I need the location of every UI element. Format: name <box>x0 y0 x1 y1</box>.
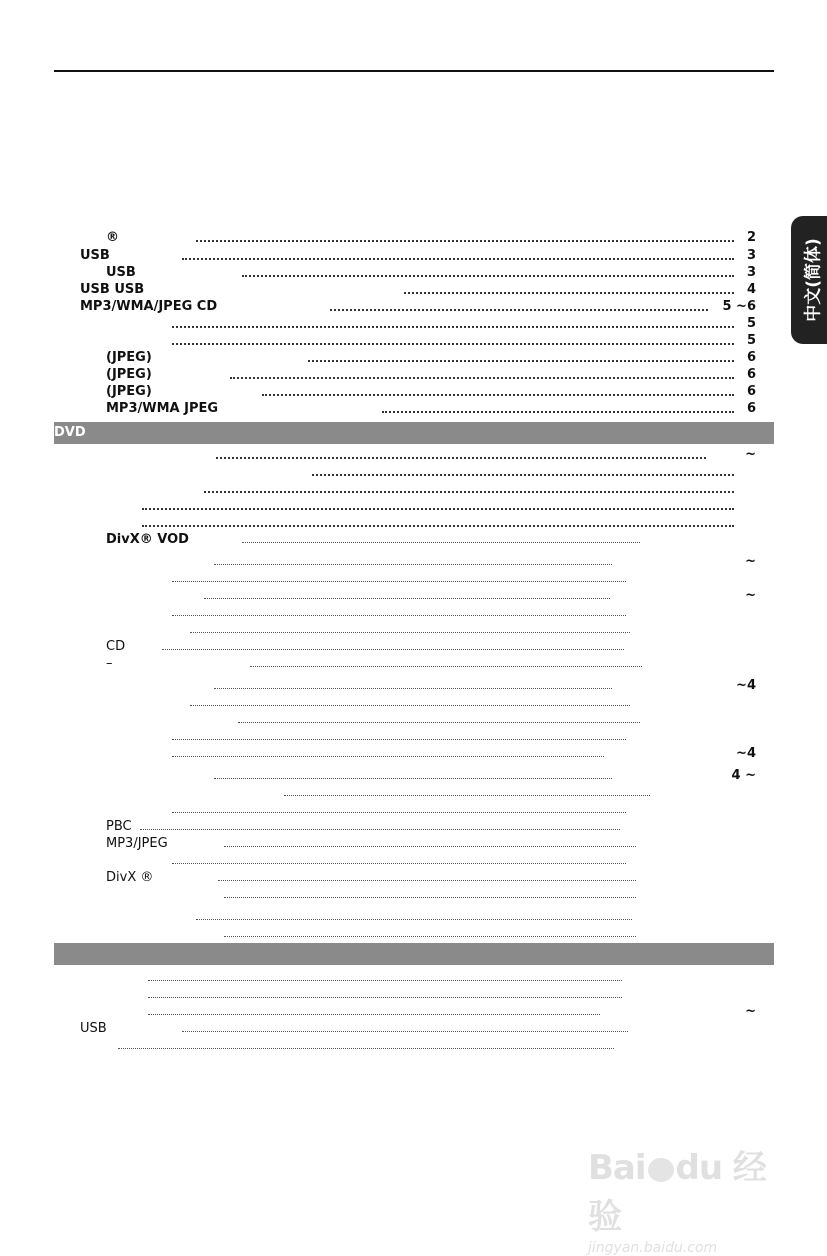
dot-leader <box>204 598 610 599</box>
toc-entry[interactable] <box>0 570 827 587</box>
toc-entry-title: USB USB <box>80 282 145 297</box>
toc-entry[interactable] <box>0 531 827 548</box>
toc-entry[interactable] <box>0 553 827 570</box>
toc-page-number: ~4 <box>736 678 756 693</box>
toc-page-number: 5 <box>746 316 756 331</box>
toc-entry[interactable] <box>0 446 827 463</box>
toc-entry[interactable] <box>0 728 827 745</box>
toc-entry[interactable] <box>0 587 827 604</box>
dot-leader <box>172 739 626 740</box>
toc-entry-title: MP3/WMA JPEG <box>106 401 219 416</box>
toc-entry[interactable] <box>0 925 827 942</box>
toc-page-number: ~ <box>745 447 756 462</box>
toc-entry[interactable] <box>0 366 827 383</box>
toc-entry-title: – <box>106 656 113 671</box>
toc-entry[interactable] <box>0 767 827 784</box>
toc-entry[interactable] <box>0 604 827 621</box>
toc-entry[interactable] <box>0 247 827 264</box>
toc-entry[interactable] <box>0 986 827 1003</box>
toc-page-number: 6 <box>746 367 756 382</box>
toc-entry[interactable] <box>0 349 827 366</box>
dot-leader <box>148 980 622 981</box>
toc-entry-title: PBC <box>106 819 132 834</box>
toc-entry[interactable] <box>0 677 827 694</box>
toc-page-number: 4 ~ <box>731 768 756 783</box>
toc-entry-title: USB <box>106 265 136 280</box>
toc-entry[interactable] <box>0 908 827 925</box>
toc-entry-title: (JPEG) <box>106 350 152 365</box>
top-rule <box>54 70 774 72</box>
toc-entry[interactable] <box>0 480 827 497</box>
dot-leader <box>172 326 734 328</box>
dot-leader <box>262 394 734 396</box>
toc-entry[interactable] <box>0 497 827 514</box>
toc-page-number: ~ <box>745 588 756 603</box>
dot-leader <box>242 275 734 277</box>
toc-entry-title: MP3/WMA/JPEG CD <box>80 299 218 314</box>
toc-page-number: 5 <box>746 333 756 348</box>
toc-page-number: 3 <box>746 265 756 280</box>
toc-entry[interactable] <box>0 514 827 531</box>
dot-leader <box>148 1014 600 1015</box>
dot-leader <box>308 360 734 362</box>
dot-leader <box>162 649 624 650</box>
toc-entry[interactable] <box>0 463 827 480</box>
dot-leader <box>172 812 626 813</box>
toc-entry[interactable] <box>0 784 827 801</box>
dot-leader <box>218 880 636 881</box>
dot-leader <box>172 581 626 582</box>
toc-page-number: ~ <box>745 554 756 569</box>
dot-leader <box>250 666 642 667</box>
toc-entry-title: ® <box>106 230 119 245</box>
section-header-1 <box>54 422 774 444</box>
toc-entry[interactable] <box>0 745 827 762</box>
toc-entry[interactable] <box>0 1003 827 1020</box>
dot-leader <box>404 292 734 294</box>
toc-entry-title: DivX ® <box>106 870 154 885</box>
toc-entry[interactable] <box>0 229 827 246</box>
toc-entry[interactable] <box>0 801 827 818</box>
dot-leader <box>172 343 734 345</box>
toc-entry[interactable] <box>0 638 827 655</box>
toc-page-number: 3 <box>746 248 756 263</box>
toc-entry[interactable] <box>0 298 827 315</box>
dot-leader <box>224 846 636 847</box>
toc-entry-title: MP3/JPEG <box>106 836 168 851</box>
dot-leader <box>238 722 640 723</box>
dot-leader <box>142 508 734 510</box>
toc-entry[interactable] <box>0 621 827 638</box>
dot-leader <box>190 705 630 706</box>
toc-entry[interactable] <box>0 694 827 711</box>
toc-page-number: 2 <box>746 230 756 245</box>
dot-leader <box>204 491 734 493</box>
toc-entry[interactable] <box>0 1020 827 1037</box>
dot-leader <box>214 778 612 779</box>
dot-leader <box>230 377 734 379</box>
dot-leader <box>214 564 612 565</box>
toc-page-number: 4 <box>746 282 756 297</box>
toc-entry[interactable] <box>0 1037 827 1054</box>
toc-entry[interactable] <box>0 281 827 298</box>
toc-entry[interactable] <box>0 383 827 400</box>
toc-page-number: 6 <box>746 350 756 365</box>
toc-entry[interactable] <box>0 711 827 728</box>
toc-page-number: 6 <box>746 384 756 399</box>
dot-leader <box>118 1048 614 1049</box>
toc-entry-title: (JPEG) <box>106 367 152 382</box>
dot-leader <box>190 632 630 633</box>
toc-entry-title: (JPEG) <box>106 384 152 399</box>
language-tab-label: 中文(简体) <box>803 238 824 322</box>
dot-leader <box>214 688 612 689</box>
dot-leader <box>224 897 636 898</box>
toc-entry-title: USB <box>80 248 110 263</box>
toc-entry[interactable] <box>0 852 827 869</box>
toc-entry-title: DivX® VOD <box>106 532 189 547</box>
toc-entry[interactable] <box>0 315 827 332</box>
dot-leader <box>182 1031 628 1032</box>
dot-leader <box>148 997 622 998</box>
toc-entry[interactable] <box>0 969 827 986</box>
toc-entry-title: USB <box>80 1021 107 1036</box>
section-header-2 <box>54 943 774 965</box>
dot-leader <box>284 795 650 796</box>
dot-leader <box>196 240 734 242</box>
dot-leader <box>142 525 734 527</box>
dot-leader <box>242 542 640 543</box>
toc-entry[interactable] <box>0 835 827 852</box>
baidu-watermark: Bai du 经验 jingyan.baidu.com <box>588 1148 766 1256</box>
dot-leader <box>312 474 734 476</box>
dot-leader <box>216 457 706 459</box>
toc-entry[interactable] <box>0 655 827 672</box>
toc-entry[interactable] <box>0 332 827 349</box>
dot-leader <box>172 863 626 864</box>
toc-entry[interactable] <box>0 818 827 835</box>
toc-page-number: ~ <box>745 1004 756 1019</box>
toc-entry[interactable] <box>0 400 827 417</box>
section-header-label: DVD <box>54 425 86 440</box>
toc-page-number: 5 ~6 <box>722 299 756 314</box>
dot-leader <box>182 258 734 260</box>
toc-entry[interactable] <box>0 886 827 903</box>
dot-leader <box>224 936 636 937</box>
dot-leader <box>172 756 604 757</box>
toc-page-number: 6 <box>746 401 756 416</box>
dot-leader <box>196 919 632 920</box>
toc-entry[interactable] <box>0 264 827 281</box>
dot-leader <box>382 411 734 413</box>
dot-leader <box>140 829 620 830</box>
toc-page-number: ~4 <box>736 746 756 761</box>
toc-entry-title: CD <box>106 639 126 654</box>
dot-leader <box>172 615 626 616</box>
dot-leader <box>330 309 708 311</box>
toc-entry[interactable] <box>0 869 827 886</box>
